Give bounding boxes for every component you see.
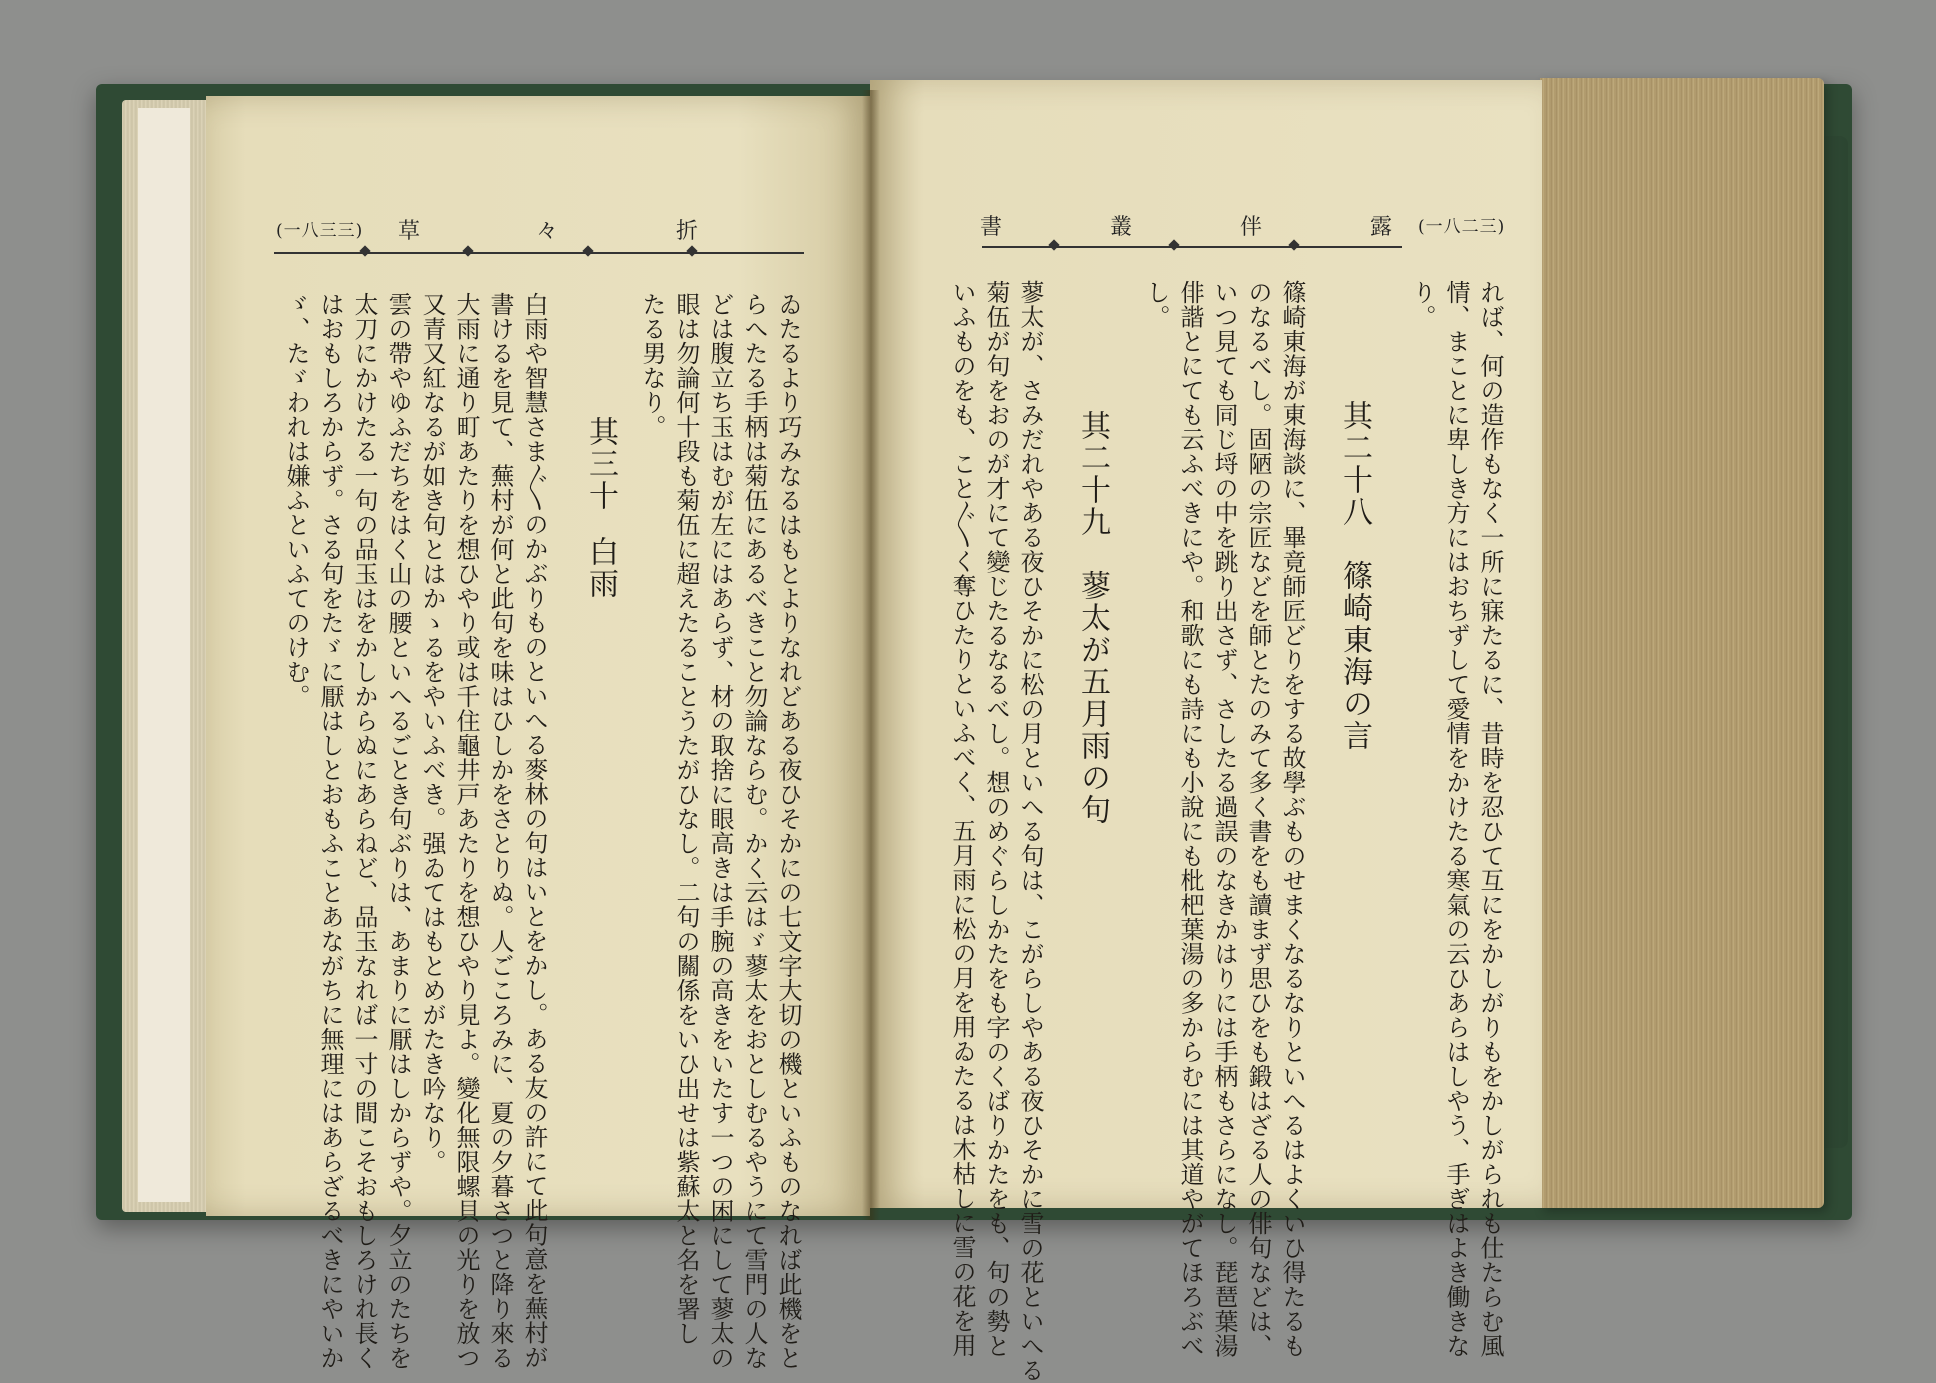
header-char: 叢 (1110, 215, 1133, 240)
text-column: 情、まことに卑しき方にはおちずして愛情をかけたる寒氣の云ひあらはしやう、手ぎはよき働きな (1442, 280, 1470, 1358)
text-column: 大雨に通り町あたりを想ひやり或は千住龜井戸あたりを想ひやり見よ。變化無限螺貝の光りを放つ (452, 292, 480, 1370)
section-number: 其三十 (583, 416, 618, 512)
text-column: 又青又紅なるが如き句とはかゝるをやいふべき。强ゐてはもとめがたき吟なり。 (418, 292, 446, 1174)
text-column: 篠崎東海が東海談に、畢竟師匠どりをする故學ぶものせまくなるなりといへるはよくいひ得たるも (1278, 280, 1306, 1358)
text-column: いふものをも、こと〴〵く奪ひたりといふべく、五月雨に松の月を用ゐたるは木枯しに雪の花を用 (948, 280, 976, 1358)
right-page-stack (1540, 78, 1824, 1208)
text-column: 蓼太が、さみだれやある夜ひそかに松の月といへる句は、こがらしやある夜ひそかに雪の花といへる (1016, 280, 1044, 1383)
header-char: 伴 (1240, 215, 1263, 240)
header-char: 露 (1370, 215, 1393, 240)
text-column: 雲の帶やゆふだちをはく山の腰といへるごとき句ぶりは、あまりに厭はしからずや。夕立のたちを (384, 292, 412, 1370)
right-page-header (870, 204, 1542, 244)
text-column: のなるべし。固陋の宗匠などを師とたのみて多く書をも讀まず思ひをも鍛はざる人の俳句などは、 (1244, 280, 1272, 1358)
page-number: (一八二三) (1418, 217, 1506, 237)
header-rule (982, 246, 1402, 248)
text-column: 白雨や智慧さま〴〵のかぶりものといへる麥林の句はいとをかし。ある友の許にて此句意を蕪村が (520, 292, 548, 1370)
section-number: 其二十八 (1337, 400, 1372, 528)
text-column: 俳諧とにても云ふべきにや。和歌にも詩にも小說にも枇杷葉湯の多からむには其道やがてほろぶべ (1176, 280, 1204, 1358)
left-page-stack (122, 100, 208, 1212)
text-column: れば、何の造作もなく一所に寐たるに、昔時を忍ひて互にをかしがりもをかしがられも仕たらむ風 (1476, 280, 1504, 1358)
text-column: どは腹立ち玉はむが左にはあらず、材の取捨に眼高きは手腕の高きをいたす一つの困にして蓼太の (706, 292, 734, 1370)
left-page-header (206, 208, 870, 248)
left-page (206, 96, 870, 1370)
page-number: (一八三三) (276, 221, 364, 241)
section-title: 蓼太が五月雨の句 (1075, 570, 1110, 826)
text-column: たる男なり。 (638, 292, 666, 439)
header-char: 草 (398, 219, 421, 244)
text-column: し。 (1142, 280, 1170, 329)
text-column: 菊伍が句をおのが才にて變じたるなるべし。想のめぐらしかたをも字のくばりかたをも、句の勢と (982, 280, 1010, 1358)
section-title: 篠崎東海の言 (1337, 560, 1372, 752)
header-char: 折 (676, 219, 699, 244)
text-column: らへたる手柄は菊伍にあるべきこと勿論ならむ。かく云はゞ蓼太をおとしむるやうにて雪門の人な (740, 292, 768, 1370)
text-column: 眼は勿論何十段も菊伍に超えたることうたがひなし。二句の關係をいひ出せは紫蘇太と名を署し (672, 292, 700, 1346)
header-char: 々 (536, 219, 559, 244)
right-page (870, 80, 1542, 1383)
section-title: 白雨 (583, 536, 618, 600)
endpaper (138, 108, 190, 1202)
text-column: 太刀にかけたる一句の品玉はをかしからぬにあらねど、品玉なれば一寸の間こそおもしろけれ長く (350, 292, 378, 1370)
text-column: り。 (1408, 280, 1436, 329)
section-number: 其二十九 (1075, 410, 1110, 538)
text-column: 書けるを見て、蕪村が何と此句を味はひしかをさとりぬ。人ごころみに、夏の夕暮さつと降り來る (486, 292, 514, 1370)
text-column: いつ見ても同じ埒の中を跳り出さず、さしたる過誤のなきかはりには手柄もさらになし。琵琶葉湯 (1210, 280, 1238, 1358)
book-gutter (862, 90, 880, 1220)
text-column: ゞ、たゞわれは嫌ふといふてのけむ。 (282, 292, 310, 709)
header-char: 書 (980, 215, 1003, 240)
text-column: ゐたるより巧みなるはもとよりなれどある夜ひそかにの七文字大切の機といふものなれば此機をと (774, 292, 802, 1370)
header-rule (274, 252, 804, 254)
text-column: はおもしろからず。さる句をたゞに厭はしとおもふことあながちに無理にはあらざるべきにやいか (316, 292, 344, 1370)
